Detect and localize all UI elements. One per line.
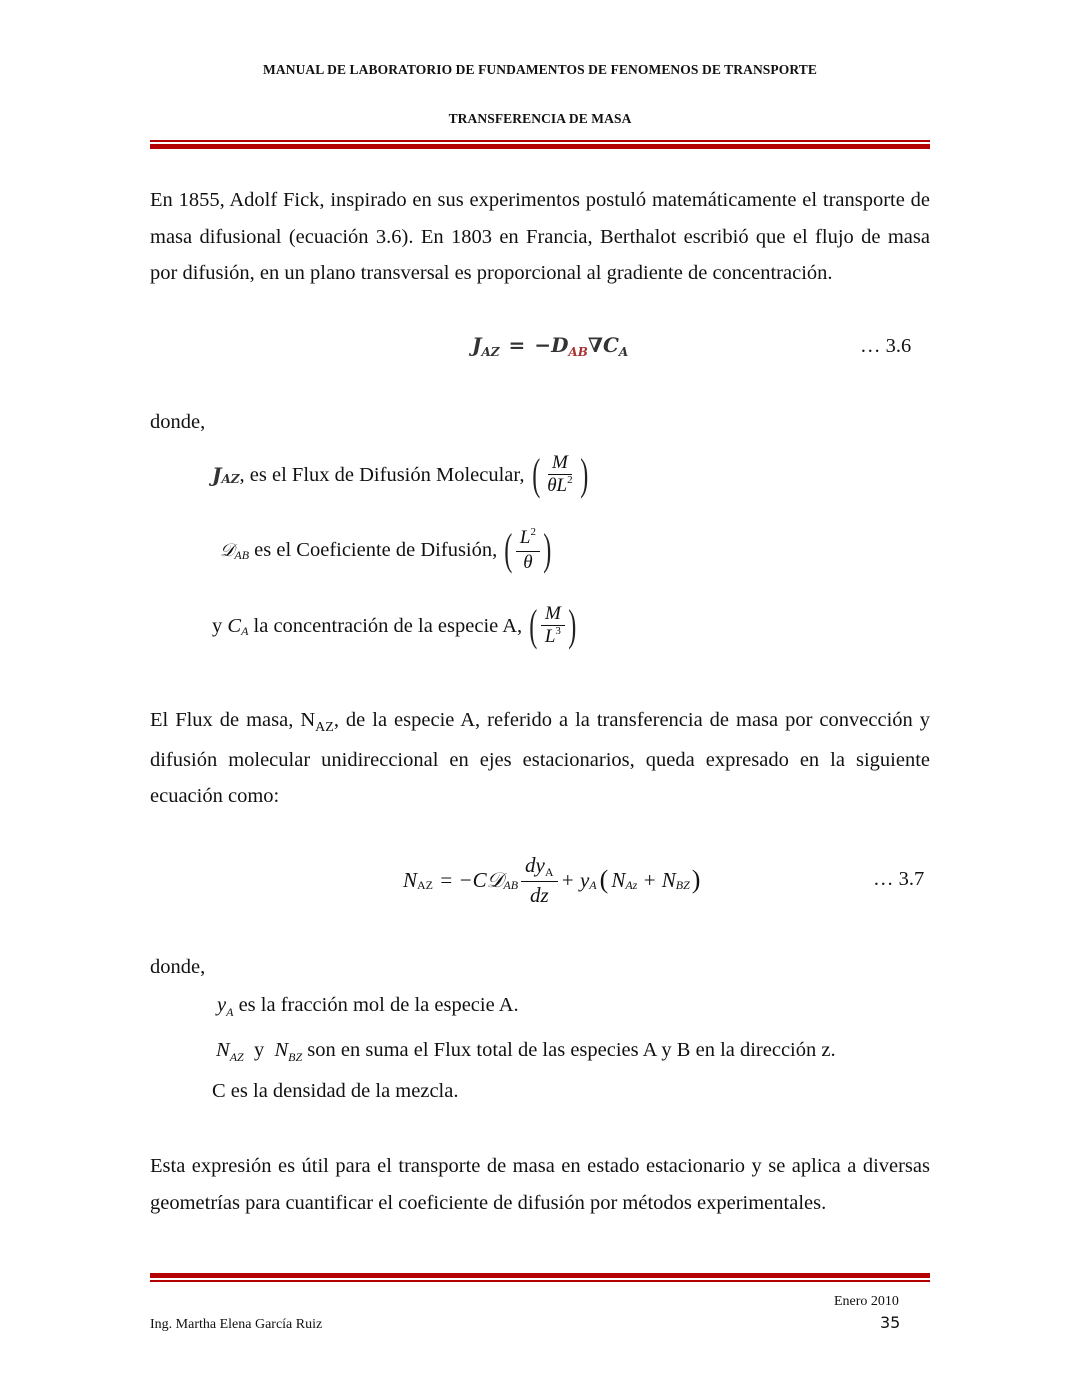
footer-author: Ing. Martha Elena García Ruiz xyxy=(150,1317,323,1332)
definition-c: C es la densidad de la mezcla. xyxy=(212,1080,459,1102)
donde-label-2: donde, xyxy=(150,956,206,978)
equation-3-7: N AZ = −C𝒟 AB $\frac{\text{dyA}}{dz}$ + y A ( N Az + N BZ ) xyxy=(403,853,701,907)
definition-ca: y C A la concentración de la especie A, ( $\frac{M}{L^3}$ ) xyxy=(212,601,580,651)
definition-dab: 𝒟 AB es el Coeficiente de Difusión, ( $\frac{L^2}{\theta}$ ) xyxy=(220,525,555,575)
paragraph-flux-masa: El Flux de masa, $N_{AZ}$, de la especie A, referido a la transferencia de masa por convección y difusión molecular unidireccional en ejes estacionarios, queda expresado en la siguiente ecuación como: xyxy=(150,709,930,807)
running-header-subtitle: TRANSFERENCIA DE MASA xyxy=(448,111,632,126)
equation-number-3-7: … 3.7 xyxy=(873,868,925,890)
running-header-title: MANUAL DE LABORATORIO DE FUNDAMENTOS DE FENOMENOS DE TRANSPORTE xyxy=(263,62,817,77)
equation-number-3-6: … 3.6 xyxy=(860,335,912,357)
header-rule-thin xyxy=(150,140,930,142)
unit-fraction: ( $\frac{L^2}{\theta}$ ) xyxy=(504,525,552,574)
unit-fraction: ( $\frac{M}{L^3}$ ) xyxy=(529,601,577,650)
header-rule-thick xyxy=(150,144,930,149)
definition-naz-nbz: $N_{AZ}$ y $N_{BZ}$ son en suma el Flux total de las especies A y B en la dirección z. xyxy=(216,1039,836,1064)
nabla-symbol: ∇ xyxy=(587,333,603,357)
footer-rule-thick xyxy=(150,1273,930,1278)
paragraph-fick-intro: En 1855, Adolf Fick, inspirado en sus experimentos postuló matemáticamente el transporte de masa difusional (ecuación 3.6). En 1803 en Francia, Berthalot escribió que el flujo de masa por difusión, en un plano transversal es proporcional al gradiente de concentración. xyxy=(150,189,930,284)
footer-rule-thin xyxy=(150,1280,930,1282)
equation-3-6: $J_{AZ} = -D_{AB}\nabla C_A$ xyxy=(472,333,629,359)
eq1-lhs: J xyxy=(472,333,482,357)
footer-date: Enero 2010 xyxy=(834,1294,899,1309)
paragraph-conclusion: Esta expresión es útil para el transporte de masa en estado estacionario y se aplica a diversas geometrías para cuantificar el coeficiente de difusión por métodos experimentales. xyxy=(150,1155,930,1214)
definition-ya: $y_A$ es la fracción mol de la especie A. xyxy=(217,994,519,1019)
donde-label-1: donde, xyxy=(150,411,206,433)
page-number: 35 xyxy=(880,1313,901,1332)
unit-fraction: ( $\frac{M}{\theta L^2}$ ) xyxy=(531,450,588,499)
definition-jaz: J AZ , es el Flux de Difusión Molecular, ( $\frac{M}{\theta L^2}$ ) xyxy=(212,450,591,500)
